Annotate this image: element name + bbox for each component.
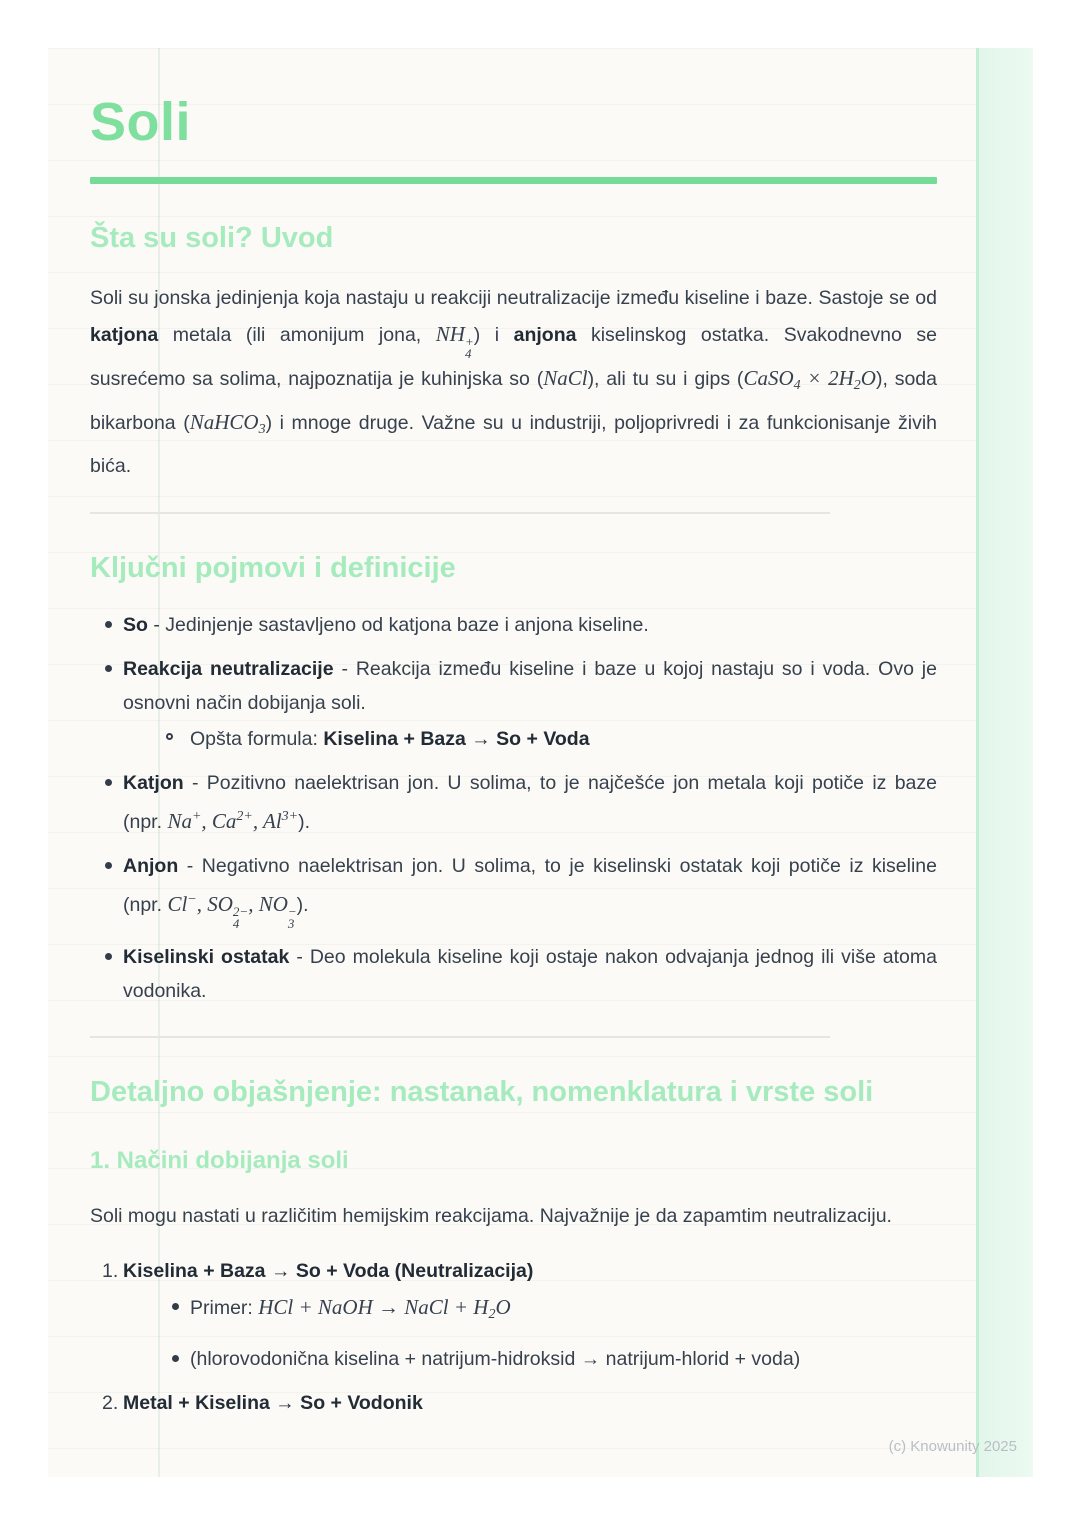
text-run: Soli su jonska jedinjenja koja nastaju u reakciji neutralizacije između kiseline i baze. Sastoje se od — [90, 287, 937, 309]
subsection-heading: 1. Načini dobijanja soli — [90, 1147, 349, 1174]
list-item — [90, 1254, 937, 1376]
math-text: × 2 — [800, 366, 839, 390]
text-run: - Negativno naelektrisan jon. U solima, to je kiselinski ostatak koji potiče iz kiseline (npr. — [123, 855, 937, 916]
bullet-marker — [105, 665, 112, 672]
list-item — [90, 766, 937, 839]
list-item-text — [123, 946, 937, 1002]
math-text: O — [860, 366, 876, 390]
list-item-text — [123, 614, 649, 636]
math-text: , — [252, 809, 263, 833]
math-text: NaHCO — [189, 410, 259, 434]
list-item — [90, 849, 937, 930]
text-run: ), ali tu su i gips ( — [587, 368, 744, 390]
list-item-text — [190, 1295, 511, 1322]
list-item — [157, 1290, 937, 1332]
math-text: Cl — [167, 892, 188, 916]
math-text: 3+ — [281, 809, 299, 824]
text-run: - Reakcija između kiseline i baze u kojoj nastaju so i voda. Ovo je osnovni način dobijanja soli. — [123, 658, 937, 714]
math-text: CaSO — [743, 366, 794, 390]
list-item — [157, 722, 937, 756]
text-run: Soli mogu nastati u različitim hemijskim reakcijama. Najvažnije je da zapamtim neutralizaciju. — [90, 1205, 892, 1227]
notes-page — [48, 48, 1033, 1477]
bold-text: Kiselinski ostatak — [123, 946, 290, 968]
nested-list — [157, 722, 937, 756]
math-text: Na — [167, 809, 192, 833]
page-title: Soli — [90, 92, 192, 152]
math-text: Al — [263, 809, 282, 833]
list-item-text — [123, 855, 937, 931]
text-run: ), soda bikarbona ( — [90, 368, 937, 434]
page-inner — [48, 48, 1033, 1420]
list-item — [90, 652, 937, 756]
math-text: 2 — [853, 378, 861, 393]
math-text: Ca — [211, 809, 237, 833]
list — [90, 1254, 937, 1420]
bullet-marker — [105, 862, 112, 869]
section-divider — [90, 1036, 830, 1038]
text-run: Primer: — [190, 1297, 259, 1319]
bold-text: Reakcija neutralizacije — [123, 658, 334, 680]
math-text: NH — [435, 322, 465, 346]
text-run: Opšta formula: — [190, 728, 324, 750]
math-text: O — [495, 1295, 511, 1319]
list-item-text — [123, 1392, 423, 1414]
text-run: ) i mnoge druge. Važne su u industriji, poljoprivredi i za funkcionisanje živih bića. — [90, 412, 937, 477]
math-text: + — [191, 809, 202, 824]
text-run: metala (ili amonijum jona, — [158, 324, 436, 346]
bullet-marker — [105, 953, 112, 960]
text-run: ). — [298, 811, 311, 833]
list-item-text — [190, 1348, 800, 1370]
copyright-watermark: (c) Knowunity 2025 — [888, 1438, 1017, 1455]
number-marker: 2. — [102, 1392, 119, 1414]
list — [90, 608, 937, 1008]
section-divider — [90, 512, 830, 514]
bold-text: Anjon — [123, 855, 179, 877]
bold-text: Kiselina + Baza → So + Voda (Neutralizacija) — [123, 1260, 534, 1282]
text-run: kiselinskog ostatka. Svakodnevno se susrećemo sa solima, najpoznatija je kuhinjska so ( — [90, 324, 937, 390]
section-heading: Šta su soli? Uvod — [90, 222, 334, 254]
math-text: 2+ — [236, 809, 253, 824]
math-text: 2 — [488, 1307, 496, 1322]
math-text: HCl + NaOH → NaCl + H — [258, 1295, 489, 1319]
list-item — [90, 1386, 937, 1420]
bold-text: anjona — [513, 324, 577, 346]
list-item-text — [123, 772, 937, 833]
bold-text: Katjon — [123, 772, 184, 794]
bold-text: Metal + Kiselina → So + Vodonik — [123, 1392, 423, 1414]
math-subsup: 2− 4 — [232, 904, 249, 931]
text-run: - Jedinjenje sastavljeno od katjona baze i anjona kiseline. — [147, 614, 649, 636]
nested-list — [157, 1290, 937, 1376]
math-text: 3 — [258, 422, 266, 437]
list-item — [90, 940, 937, 1008]
bullet-marker — [105, 621, 112, 628]
text-run: - Pozitivno naelektrisan jon. U solima, to je najčešće jon metala koji potiče iz baze (npr. — [123, 772, 937, 833]
bullet-marker — [172, 1355, 179, 1362]
math-text: , — [201, 809, 212, 833]
bullet-marker — [166, 733, 173, 740]
bold-text: katjona — [90, 324, 159, 346]
text-run: - Deo molekula kiseline koji ostaje nakon odvajanja jednog ili više atoma vodonika. — [123, 946, 937, 1002]
text-run: ). — [296, 894, 309, 916]
list-item-text — [123, 1260, 533, 1282]
math-subsup: − 3 — [287, 904, 297, 931]
list-item — [90, 608, 937, 642]
list-item — [157, 1342, 937, 1376]
bullet-marker — [105, 779, 112, 786]
section-heading: Detaljno objašnjenje: nastanak, nomenklatura i vrste soli — [90, 1076, 874, 1108]
paragraph — [90, 280, 937, 484]
bullet-marker — [172, 1303, 179, 1310]
math-text: NaCl — [543, 366, 588, 390]
math-text: H — [838, 366, 854, 390]
list-item-text — [190, 728, 590, 750]
list-item-text — [123, 658, 937, 714]
math-subsup: + 4 — [464, 334, 474, 361]
text-run: ) i — [473, 324, 514, 346]
math-text: SO — [207, 892, 233, 916]
title-underline-bar — [90, 177, 937, 184]
section-heading: Ključni pojmovi i definicije — [90, 552, 456, 584]
paragraph — [90, 1198, 937, 1234]
number-marker: 1. — [102, 1260, 119, 1282]
bold-text: Kiselina + Baza → So + Voda — [323, 728, 590, 750]
math-text: 4 — [793, 378, 801, 393]
math-text: , — [248, 892, 259, 916]
math-text: , — [196, 892, 208, 916]
bold-text: So — [123, 614, 148, 636]
page-content — [90, 218, 937, 1420]
math-text: NO — [258, 892, 288, 916]
text-run: (hlorovodonična kiselina + natrijum-hidroksid → natrijum-hlorid + voda) — [190, 1348, 801, 1370]
math-text: − — [187, 892, 197, 907]
